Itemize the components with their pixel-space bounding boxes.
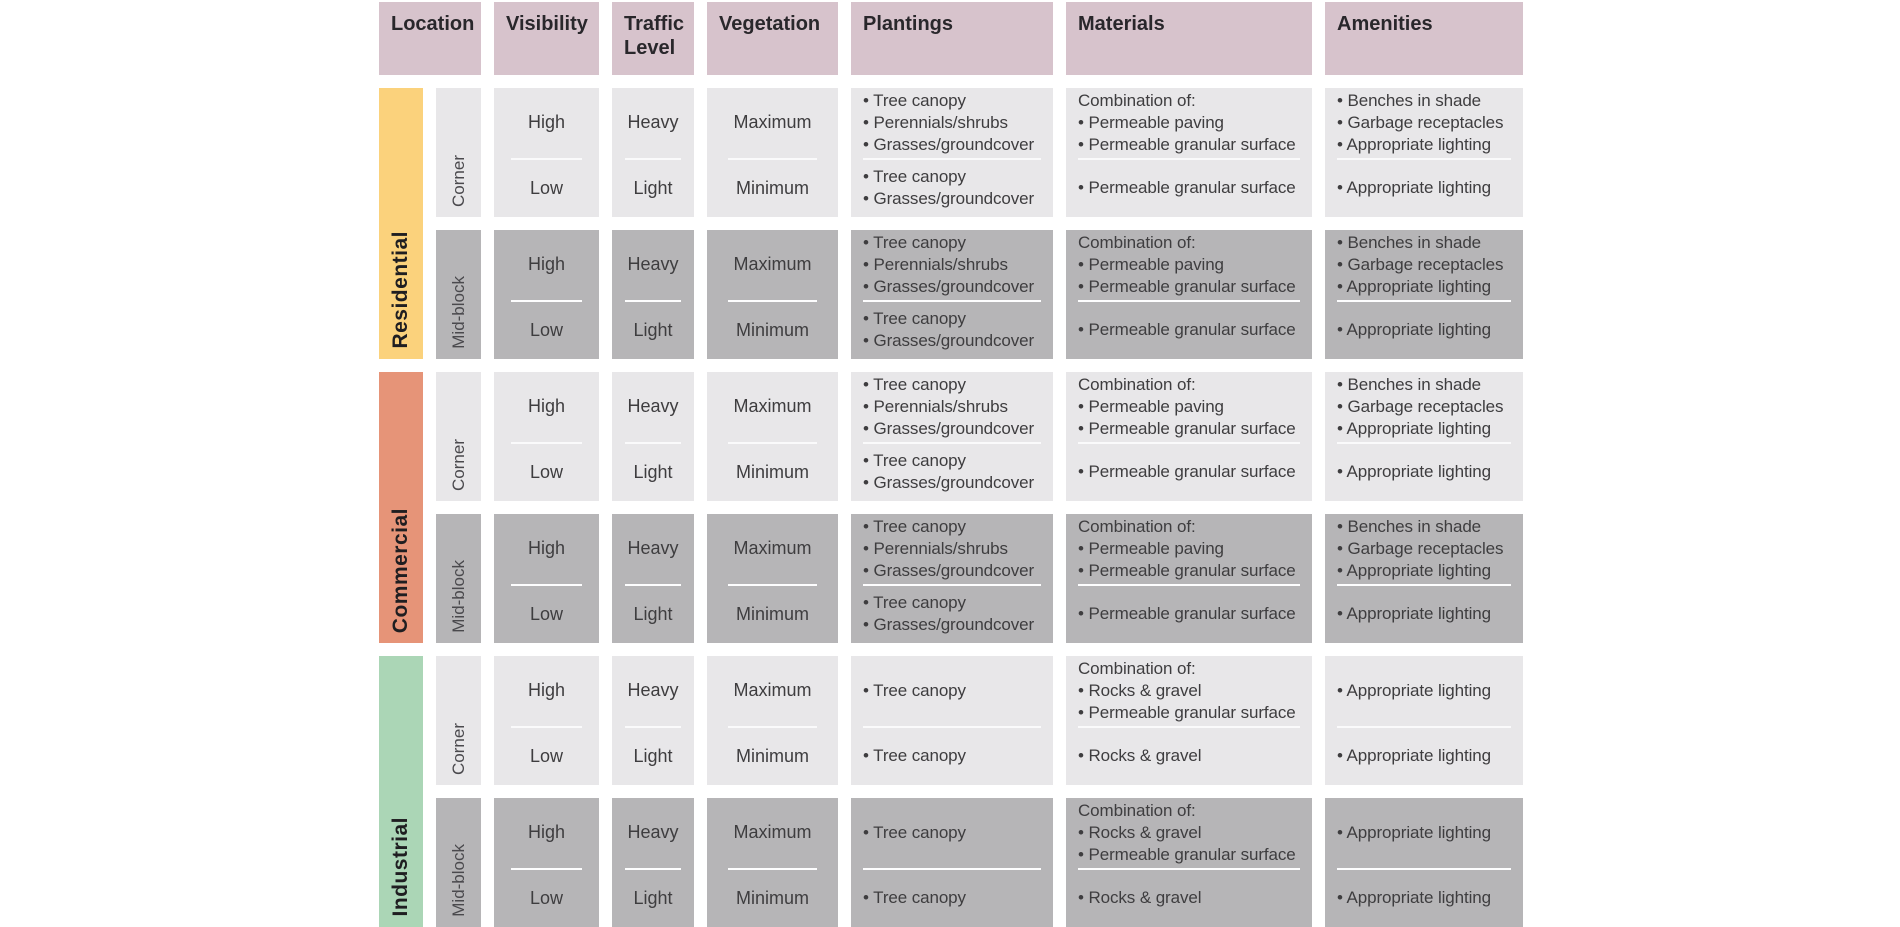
list-item: • Appropriate lighting: [1337, 888, 1492, 908]
traffic-value: Light: [633, 887, 673, 908]
residential-corner-amenities-cell: [1325, 88, 1523, 217]
list-item: Combination of:: [1078, 516, 1196, 536]
commercial-corner-amenities-cell: [1325, 372, 1523, 501]
vegetation-value: Minimum: [735, 887, 809, 908]
industrial-midblock-visibility-cell: [494, 798, 599, 927]
residential-midblock-materials-cell: [1066, 230, 1312, 359]
residential-midblock-vegetation-cell: [707, 230, 838, 359]
vegetation-value: Maximum: [733, 822, 812, 843]
traffic-value: Heavy: [627, 680, 679, 701]
list-item: • Grasses/groundcover: [863, 134, 1035, 154]
traffic-value: Heavy: [627, 822, 679, 843]
commercial-midblock-amenities-cell: [1325, 514, 1523, 643]
visibility-value: High: [527, 396, 566, 417]
header-materials-label: Materials: [1078, 13, 1165, 35]
list-item: • Perennials/shrubs: [863, 396, 1008, 416]
list-item: • Grasses/groundcover: [863, 473, 1035, 493]
commercial-corner-materials-cell: [1066, 372, 1312, 501]
list-item: • Tree canopy: [863, 374, 966, 394]
sublabel-midblock: Mid-block: [448, 560, 468, 633]
commercial-midblock-materials-cell: [1066, 514, 1312, 643]
list-item: Combination of:: [1078, 800, 1196, 820]
visibility-value: Low: [529, 177, 564, 198]
list-item: • Tree canopy: [863, 593, 966, 613]
list-item: • Permeable granular surface: [1078, 560, 1296, 580]
list-item: Combination of:: [1078, 232, 1196, 252]
list-item: • Garbage receptacles: [1337, 254, 1504, 274]
header-visibility: [494, 2, 599, 75]
residential-corner-vegetation-cell: [707, 88, 838, 217]
traffic-value: Heavy: [627, 538, 679, 559]
sublabel-midblock: Mid-block: [448, 276, 468, 349]
residential-midblock-plantings-cell: [851, 230, 1053, 359]
list-item: • Tree canopy: [863, 516, 966, 536]
commercial-midblock-sublabel-cell: [436, 514, 481, 643]
residential-corner-sublabel-cell: [436, 88, 481, 217]
list-item: • Permeable paving: [1078, 538, 1224, 558]
list-item: • Permeable granular surface: [1078, 462, 1296, 482]
industrial-midblock-materials-cell: [1066, 798, 1312, 927]
sublabel-corner: Corner: [448, 723, 468, 775]
list-item: Combination of:: [1078, 658, 1196, 678]
list-item: • Permeable granular surface: [1078, 702, 1296, 722]
guidelines-matrix-table: [379, 2, 1523, 927]
vegetation-value: Maximum: [733, 538, 812, 559]
residential-category-label: Residential: [389, 231, 412, 349]
list-item: • Benches in shade: [1337, 374, 1482, 394]
list-item: • Benches in shade: [1337, 516, 1482, 536]
list-item: • Appropriate lighting: [1337, 134, 1492, 154]
header-vegetation: [707, 2, 838, 75]
list-item: • Grasses/groundcover: [863, 276, 1035, 296]
header-traffic-level: [612, 2, 694, 75]
list-item: • Appropriate lighting: [1337, 178, 1492, 198]
list-item: • Grasses/groundcover: [863, 615, 1035, 635]
list-item: • Permeable granular surface: [1078, 134, 1296, 154]
industrial-corner-amenities-cell: [1325, 656, 1523, 785]
industrial-midblock-sublabel-cell: [436, 798, 481, 927]
list-item: • Appropriate lighting: [1337, 418, 1492, 438]
list-item: • Permeable granular surface: [1078, 604, 1296, 624]
list-item: • Tree canopy: [863, 822, 966, 842]
sublabel-midblock: Mid-block: [448, 844, 468, 917]
residential-category-bar: [379, 88, 423, 359]
list-item: • Permeable paving: [1078, 112, 1224, 132]
list-item: • Permeable granular surface: [1078, 320, 1296, 340]
industrial-midblock-amenities-cell: [1325, 798, 1523, 927]
list-item: • Tree canopy: [863, 309, 966, 329]
visibility-value: Low: [529, 461, 564, 482]
traffic-value: Light: [633, 319, 673, 340]
industrial-corner-vegetation-cell: [707, 656, 838, 785]
list-item: • Grasses/groundcover: [863, 189, 1035, 209]
list-item: Combination of:: [1078, 374, 1196, 394]
list-item: • Appropriate lighting: [1337, 276, 1492, 296]
commercial-corner-traffic-cell: [612, 372, 694, 501]
list-item: • Perennials/shrubs: [863, 112, 1008, 132]
header-visibility-label: Visibility: [506, 13, 588, 35]
list-item: • Tree canopy: [863, 232, 966, 252]
list-item: • Rocks & gravel: [1078, 822, 1202, 842]
visibility-value: Low: [529, 319, 564, 340]
list-item: • Perennials/shrubs: [863, 254, 1008, 274]
commercial-midblock-visibility-cell: [494, 514, 599, 643]
sublabel-corner: Corner: [448, 155, 468, 207]
visibility-value: High: [527, 112, 566, 133]
industrial-midblock-vegetation-cell: [707, 798, 838, 927]
visibility-value: Low: [529, 603, 564, 624]
commercial-corner-plantings-cell: [851, 372, 1053, 501]
list-item: Combination of:: [1078, 90, 1196, 110]
list-item: • Appropriate lighting: [1337, 680, 1492, 700]
visibility-value: High: [527, 822, 566, 843]
header-amenities-label: Amenities: [1337, 13, 1433, 35]
industrial-corner-traffic-cell: [612, 656, 694, 785]
list-item: • Permeable paving: [1078, 254, 1224, 274]
residential-midblock-traffic-cell: [612, 230, 694, 359]
list-item: • Grasses/groundcover: [863, 331, 1035, 351]
list-item: • Permeable paving: [1078, 396, 1224, 416]
visibility-value: Low: [529, 887, 564, 908]
commercial-category-bar: [379, 372, 423, 643]
commercial-corner-visibility-cell: [494, 372, 599, 501]
list-item: • Garbage receptacles: [1337, 396, 1504, 416]
list-item: • Permeable granular surface: [1078, 844, 1296, 864]
list-item: • Permeable granular surface: [1078, 418, 1296, 438]
vegetation-value: Minimum: [735, 319, 809, 340]
header-traffic-level-label: Traffic Level: [624, 13, 685, 59]
residential-corner-visibility-cell: [494, 88, 599, 217]
list-item: • Tree canopy: [863, 90, 966, 110]
industrial-midblock-traffic-cell: [612, 798, 694, 927]
list-item: • Grasses/groundcover: [863, 560, 1035, 580]
residential-corner-plantings-cell: [851, 88, 1053, 217]
header-amenities: [1325, 2, 1523, 75]
traffic-value: Heavy: [627, 112, 679, 133]
industrial-corner-sublabel-cell: [436, 656, 481, 785]
list-item: • Appropriate lighting: [1337, 560, 1492, 580]
industrial-corner-materials-cell: [1066, 656, 1312, 785]
vegetation-value: Minimum: [735, 603, 809, 624]
industrial-midblock-plantings-cell: [851, 798, 1053, 927]
residential-corner-materials-cell: [1066, 88, 1312, 217]
residential-midblock-sublabel-cell: [436, 230, 481, 359]
list-item: • Garbage receptacles: [1337, 112, 1504, 132]
list-item: • Appropriate lighting: [1337, 462, 1492, 482]
traffic-value: Light: [633, 461, 673, 482]
vegetation-value: Maximum: [733, 112, 812, 133]
sublabel-corner: Corner: [448, 439, 468, 491]
list-item: • Rocks & gravel: [1078, 680, 1202, 700]
commercial-midblock-traffic-cell: [612, 514, 694, 643]
list-item: • Appropriate lighting: [1337, 746, 1492, 766]
header-plantings-label: Plantings: [863, 13, 954, 35]
list-item: • Tree canopy: [863, 451, 966, 471]
visibility-value: High: [527, 680, 566, 701]
traffic-value: Heavy: [627, 396, 679, 417]
vegetation-value: Minimum: [735, 461, 809, 482]
traffic-value: Light: [633, 745, 673, 766]
header-plantings: [851, 2, 1053, 75]
vegetation-value: Maximum: [733, 680, 812, 701]
traffic-value: Light: [633, 603, 673, 624]
header-location-label: Location: [391, 13, 475, 35]
visibility-value: Low: [529, 745, 564, 766]
list-item: • Permeable granular surface: [1078, 178, 1296, 198]
header-location: [379, 2, 481, 75]
vegetation-value: Maximum: [733, 396, 812, 417]
list-item: • Perennials/shrubs: [863, 538, 1008, 558]
list-item: • Rocks & gravel: [1078, 888, 1202, 908]
commercial-corner-vegetation-cell: [707, 372, 838, 501]
list-item: • Benches in shade: [1337, 232, 1482, 252]
list-item: • Grasses/groundcover: [863, 418, 1035, 438]
visibility-value: High: [527, 254, 566, 275]
list-item: • Appropriate lighting: [1337, 320, 1492, 340]
list-item: • Appropriate lighting: [1337, 604, 1492, 624]
visibility-value: High: [527, 538, 566, 559]
vegetation-value: Minimum: [735, 177, 809, 198]
residential-midblock-amenities-cell: [1325, 230, 1523, 359]
list-item: • Permeable granular surface: [1078, 276, 1296, 296]
header-vegetation-label: Vegetation: [719, 13, 821, 35]
traffic-value: Heavy: [627, 254, 679, 275]
list-item: • Tree canopy: [863, 680, 966, 700]
list-item: • Rocks & gravel: [1078, 746, 1202, 766]
residential-midblock-visibility-cell: [494, 230, 599, 359]
list-item: • Appropriate lighting: [1337, 822, 1492, 842]
list-item: • Benches in shade: [1337, 90, 1482, 110]
list-item: • Garbage receptacles: [1337, 538, 1504, 558]
vegetation-value: Minimum: [735, 745, 809, 766]
vegetation-value: Maximum: [733, 254, 812, 275]
industrial-corner-plantings-cell: [851, 656, 1053, 785]
list-item: • Tree canopy: [863, 746, 966, 766]
list-item: • Tree canopy: [863, 167, 966, 187]
industrial-category-label: Industrial: [389, 817, 412, 917]
header-materials: [1066, 2, 1312, 75]
industrial-corner-visibility-cell: [494, 656, 599, 785]
commercial-corner-sublabel-cell: [436, 372, 481, 501]
industrial-category-bar: [379, 656, 423, 927]
commercial-category-label: Commercial: [389, 507, 412, 633]
list-item: • Tree canopy: [863, 888, 966, 908]
residential-corner-traffic-cell: [612, 88, 694, 217]
commercial-midblock-vegetation-cell: [707, 514, 838, 643]
commercial-midblock-plantings-cell: [851, 514, 1053, 643]
traffic-value: Light: [633, 177, 673, 198]
